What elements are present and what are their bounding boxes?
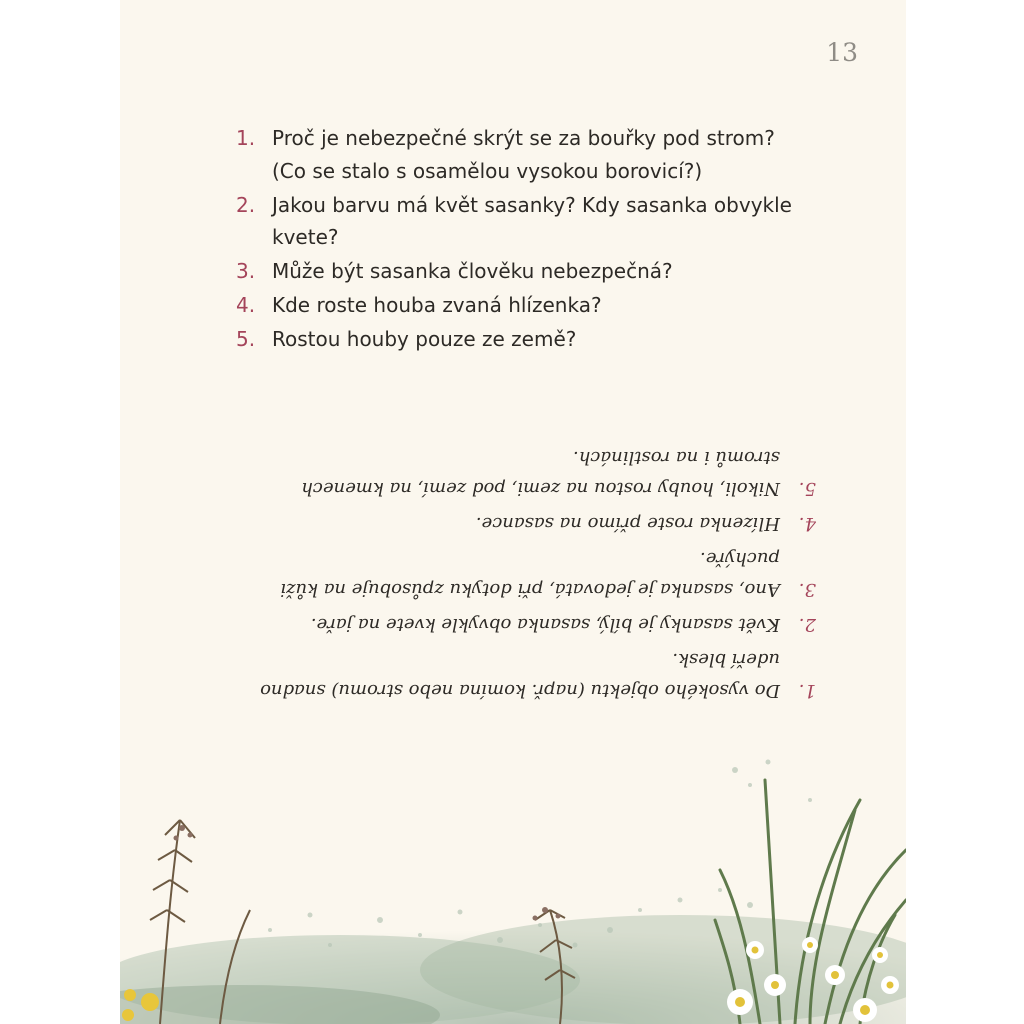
answer-text: Do vysokého objektu (např. komína nebo stromu) snadno udeří blesk. — [260, 649, 780, 701]
question-text: Proč je nebezpečné skrýt se za bouřky pod strom? (Co se stalo s osamělou vysokou borovicí?) — [272, 126, 775, 183]
answer-number: 4. — [798, 513, 816, 534]
meadow-illustration — [120, 740, 906, 1024]
answer-text: Květ sasanky je bílý, sasanka obvykle kvete na jaře. — [310, 614, 780, 635]
ground-mist — [120, 890, 906, 1024]
question-item — [236, 255, 796, 288]
answer-text: Ano, sasanka je jedovatá, při dotyku způsobuje na kůži puchýře. — [280, 548, 780, 600]
answers-list — [236, 442, 816, 706]
answer-item — [236, 609, 816, 640]
answer-item — [236, 644, 816, 706]
answer-number: 2. — [798, 614, 816, 635]
question-item — [236, 323, 796, 356]
question-number: 1. — [236, 126, 256, 150]
answer-number: 1. — [798, 680, 816, 701]
questions-list — [236, 122, 796, 357]
question-text: Může být sasanka člověku nebezpečná? — [272, 259, 673, 283]
answer-item — [236, 543, 816, 605]
answer-item — [236, 442, 816, 504]
answer-number: 3. — [798, 579, 816, 600]
upside-down-answers — [236, 444, 816, 706]
question-text: Jakou barvu má květ sasanky? Kdy sasanka obvykle kvete? — [272, 192, 792, 249]
question-number: 2. — [236, 192, 256, 217]
question-number: 5. — [236, 327, 256, 351]
page-number: 13 — [826, 38, 858, 67]
book-page — [120, 0, 906, 1024]
question-text: Rostou houby pouze ze země? — [272, 327, 577, 351]
question-text: Kde roste houba zvaná hlízenka? — [272, 293, 602, 317]
question-item — [236, 289, 796, 322]
question-number: 3. — [236, 259, 256, 283]
answer-text: Hlízenka roste přímo na sasance. — [475, 513, 780, 534]
answer-number: 5. — [798, 478, 816, 499]
question-item — [236, 189, 796, 254]
question-item — [236, 122, 796, 187]
answer-text: Nikoli, houby rostou na zemi, pod zemí, na kmenech stromů i na rostlinách. — [301, 447, 780, 499]
question-number: 4. — [236, 293, 256, 317]
answer-item — [236, 508, 816, 539]
